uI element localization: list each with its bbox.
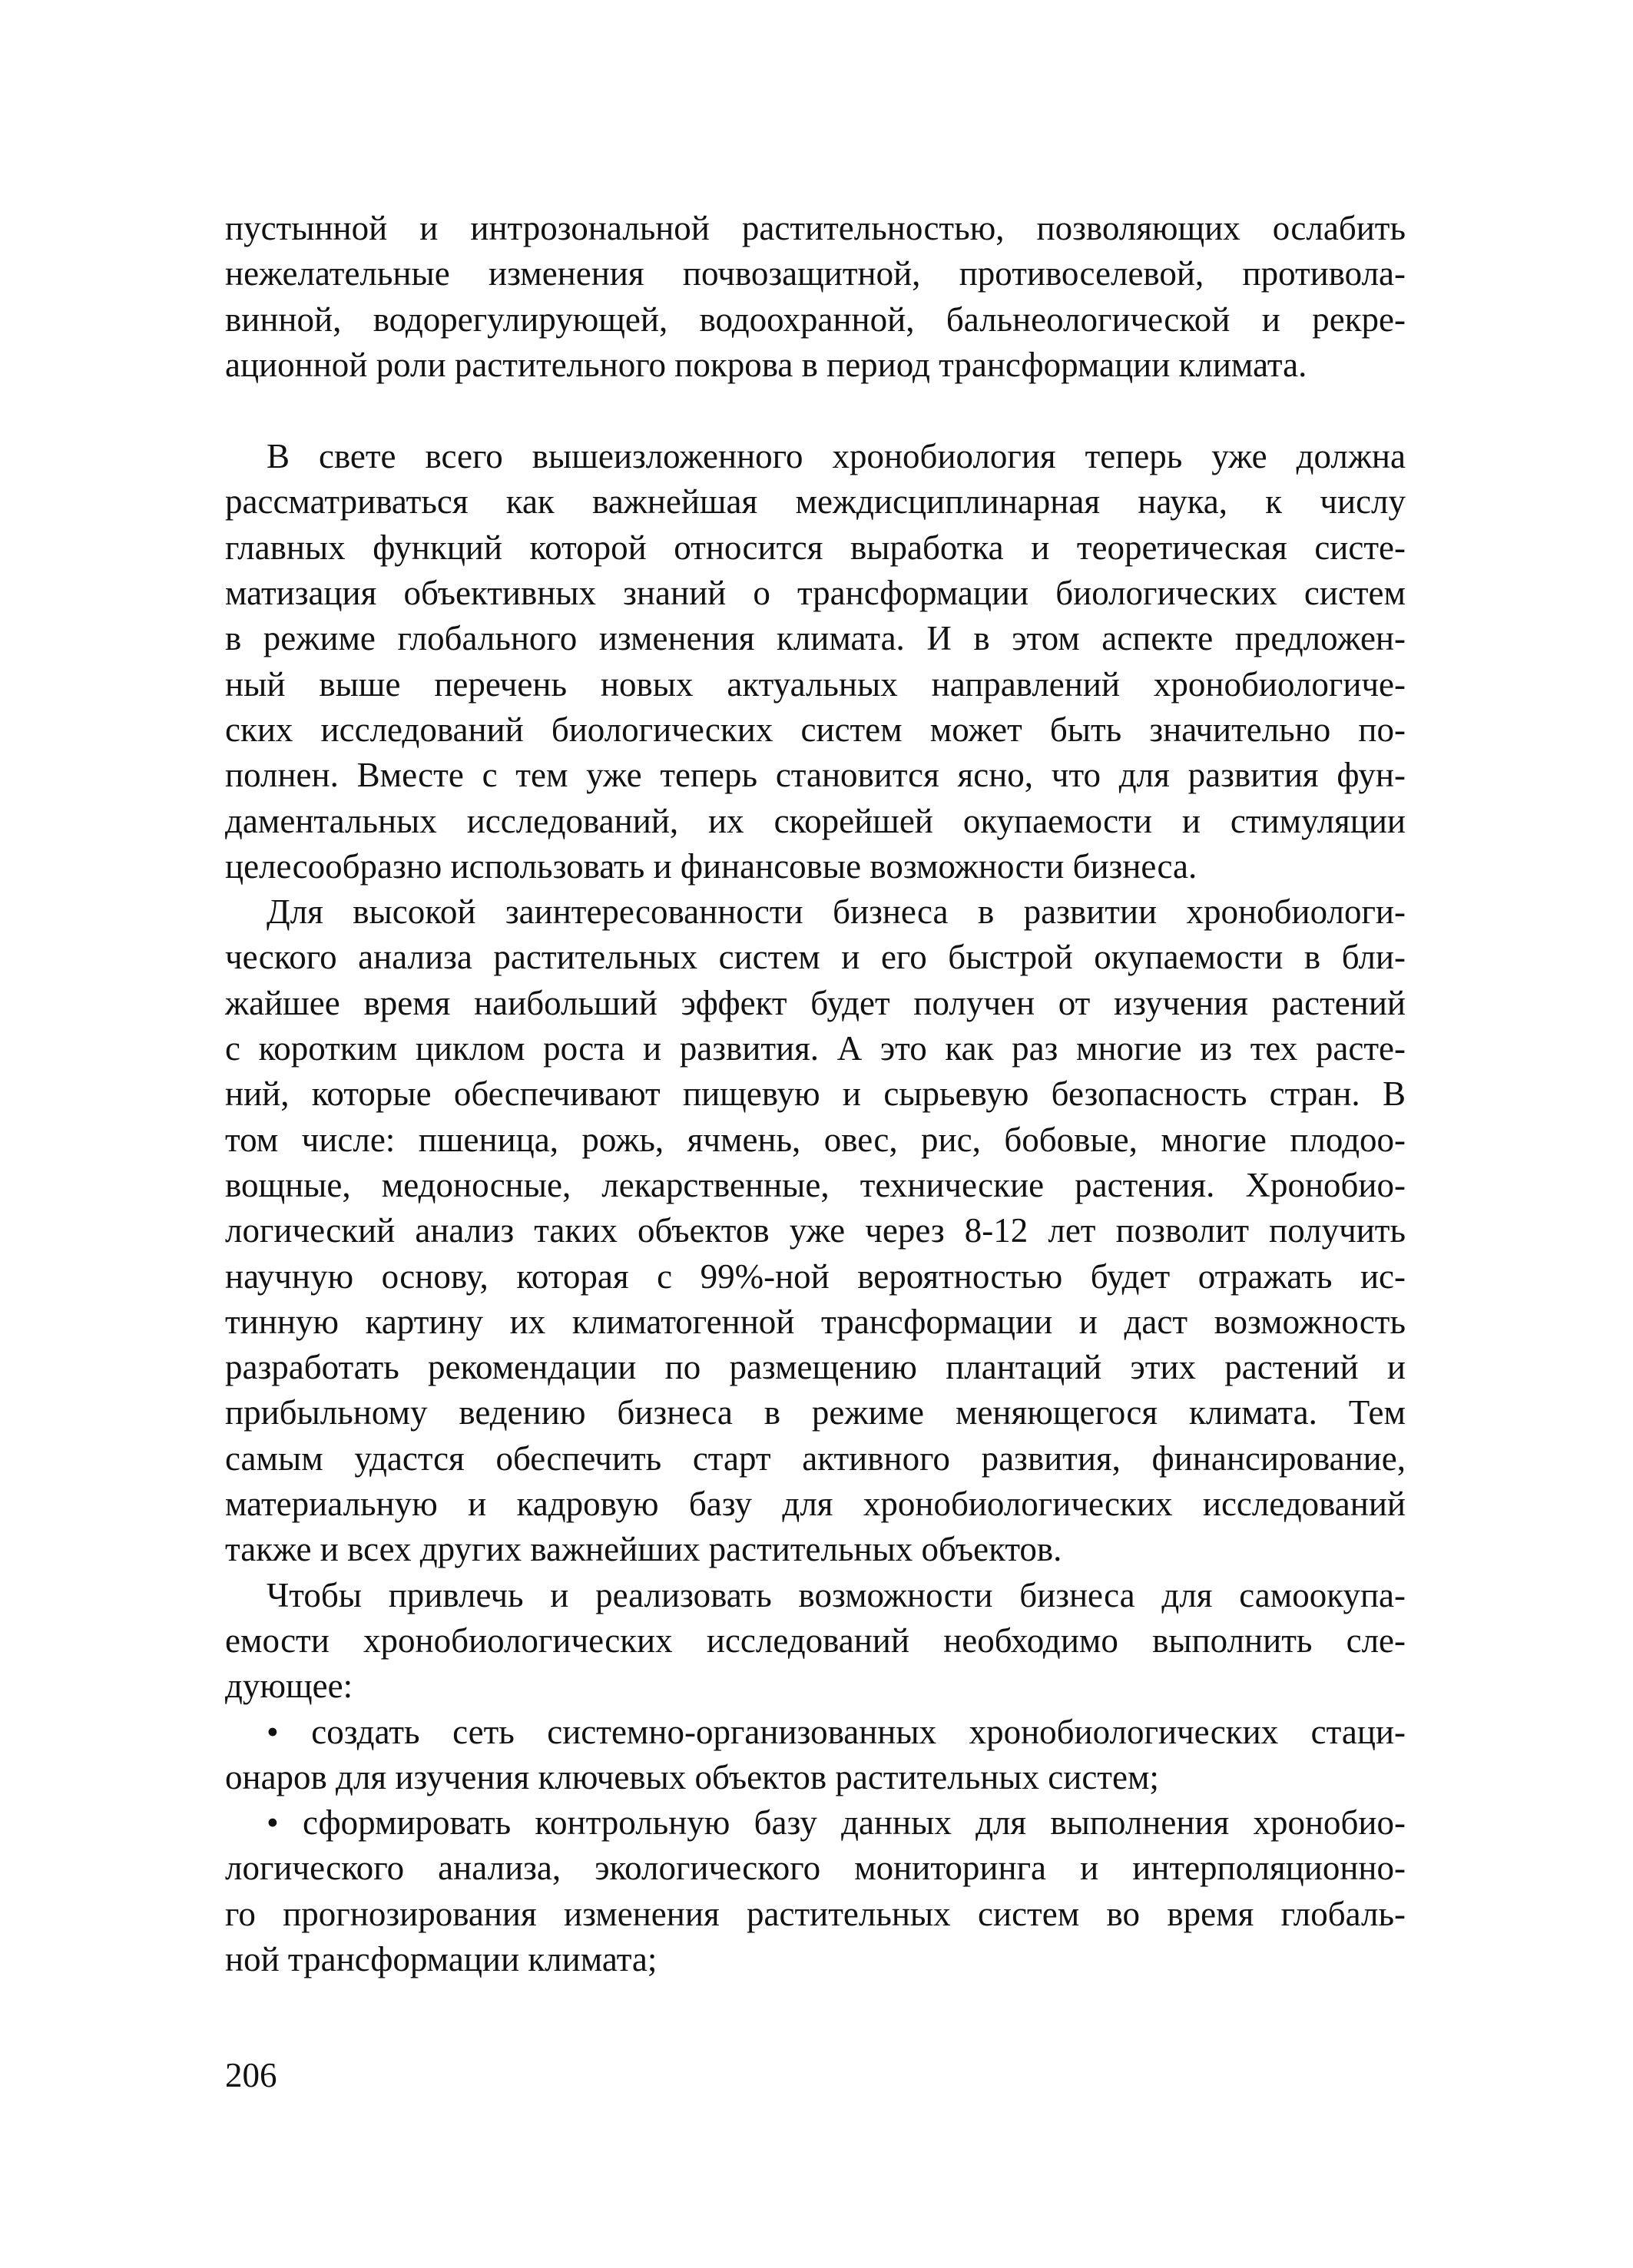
text-line: пустынной и интрозональной растительностью, позволяющих ослабить <box>225 209 1406 247</box>
text-line: том числе: пшеница, рожь, ячмень, овес, рис, бобовые, многие плодоо- <box>225 1120 1406 1159</box>
text-line: ческого анализа растительных систем и его быстрой окупаемости в бли- <box>225 938 1406 977</box>
text-line: нежелательные изменения почвозащитной, противоселевой, противола- <box>225 254 1406 293</box>
text-line: в режиме глобального изменения климата. И в этом аспекте предложен- <box>225 619 1406 658</box>
text-line: логический анализ таких объектов уже через 8-12 лет позволит получить <box>225 1211 1406 1250</box>
text-line: научную основу, которая с 99%-ной вероятностью будет отражать ис- <box>225 1257 1406 1296</box>
text-line: емости хронобиологических исследований необходимо выполнить сле- <box>225 1621 1406 1660</box>
text-line: матизация объективных знаний о трансформации биологических систем <box>225 574 1406 613</box>
text-line: • сформировать контрольную базу данных для выполнения хронобио- <box>267 1803 1406 1843</box>
text-line: с коротким циклом роста и развития. А это как раз многие из тех расте- <box>225 1029 1406 1068</box>
paragraph-chronobiology <box>225 434 1406 889</box>
bullet-item <box>225 1800 1406 1982</box>
text-line: ских исследований биологических систем может быть значительно по- <box>225 710 1406 749</box>
bullet-item <box>225 1710 1406 1801</box>
text-line: целесообразно использовать и финансовые возможности бизнеса. <box>225 846 1197 886</box>
text-line: главных функций которой относится выработка и теоретическая систе- <box>225 528 1406 567</box>
paragraph-spacer <box>225 388 1406 434</box>
text-line: логического анализа, экологического мониторинга и интерполяционно- <box>225 1849 1406 1888</box>
paragraph-continuation <box>225 206 1406 388</box>
text-line: самым удастся обеспечить старт активного развития, финансирование, <box>225 1439 1406 1478</box>
text-line: винной, водорегулирующей, водоохранной, бальнеологической и рекре- <box>225 300 1406 339</box>
text-line: ной трансформации климата; <box>225 1939 658 1978</box>
paragraph-business <box>225 889 1406 1572</box>
body-text <box>225 206 1406 1982</box>
text-line: вощные, медоносные, лекарственные, технические растения. Хронобио- <box>225 1165 1406 1204</box>
text-line: Чтобы привлечь и реализовать возможности бизнеса для самоокупа- <box>267 1575 1406 1614</box>
text-line: рассматриваться как важнейшая междисциплинарная наука, к числу <box>225 482 1406 521</box>
text-line: даментальных исследований, их скорейшей окупаемости и стимуляции <box>225 801 1406 840</box>
text-line: также и всех других важнейших растительных объектов. <box>225 1530 1062 1569</box>
text-line: дующее: <box>225 1667 353 1706</box>
text-line: тинную картину их климатогенной трансформации и даст возможность <box>225 1302 1406 1341</box>
text-line: разработать рекомендации по размещению плантаций этих растений и <box>225 1348 1406 1387</box>
text-line: онаров для изучения ключевых объектов растительных систем; <box>225 1757 1159 1796</box>
text-line: го прогнозирования изменения растительных систем во время глобаль- <box>225 1894 1406 1933</box>
text-line: Для высокой заинтересованности бизнеса в развитии хронобиологи- <box>267 892 1406 932</box>
text-line: ационной роли растительного покрова в период трансформации климата. <box>225 345 1307 384</box>
text-line: прибыльному ведению бизнеса в режиме меняющегося климата. Тем <box>225 1393 1406 1432</box>
page-number: 206 <box>225 2056 277 2094</box>
text-line: полнен. Вместе с тем уже теперь становится ясно, что для развития фун- <box>225 756 1406 795</box>
text-line: жайшее время наибольший эффект будет получен от изучения растений <box>225 983 1406 1022</box>
paragraph-requirements-intro <box>225 1573 1406 1710</box>
text-line: • создать сеть системно-организованных хронобиологических стаци- <box>267 1712 1406 1751</box>
text-line: материальную и кадровую базу для хронобиологических исследований <box>225 1485 1406 1524</box>
text-line: В свете всего вышеизложенного хронобиология теперь уже должна <box>267 437 1406 476</box>
text-line: ный выше перечень новых актуальных направлений хронобиологиче- <box>225 664 1406 704</box>
text-line: ний, которые обеспечивают пищевую и сырьевую безопасность стран. В <box>225 1074 1406 1114</box>
